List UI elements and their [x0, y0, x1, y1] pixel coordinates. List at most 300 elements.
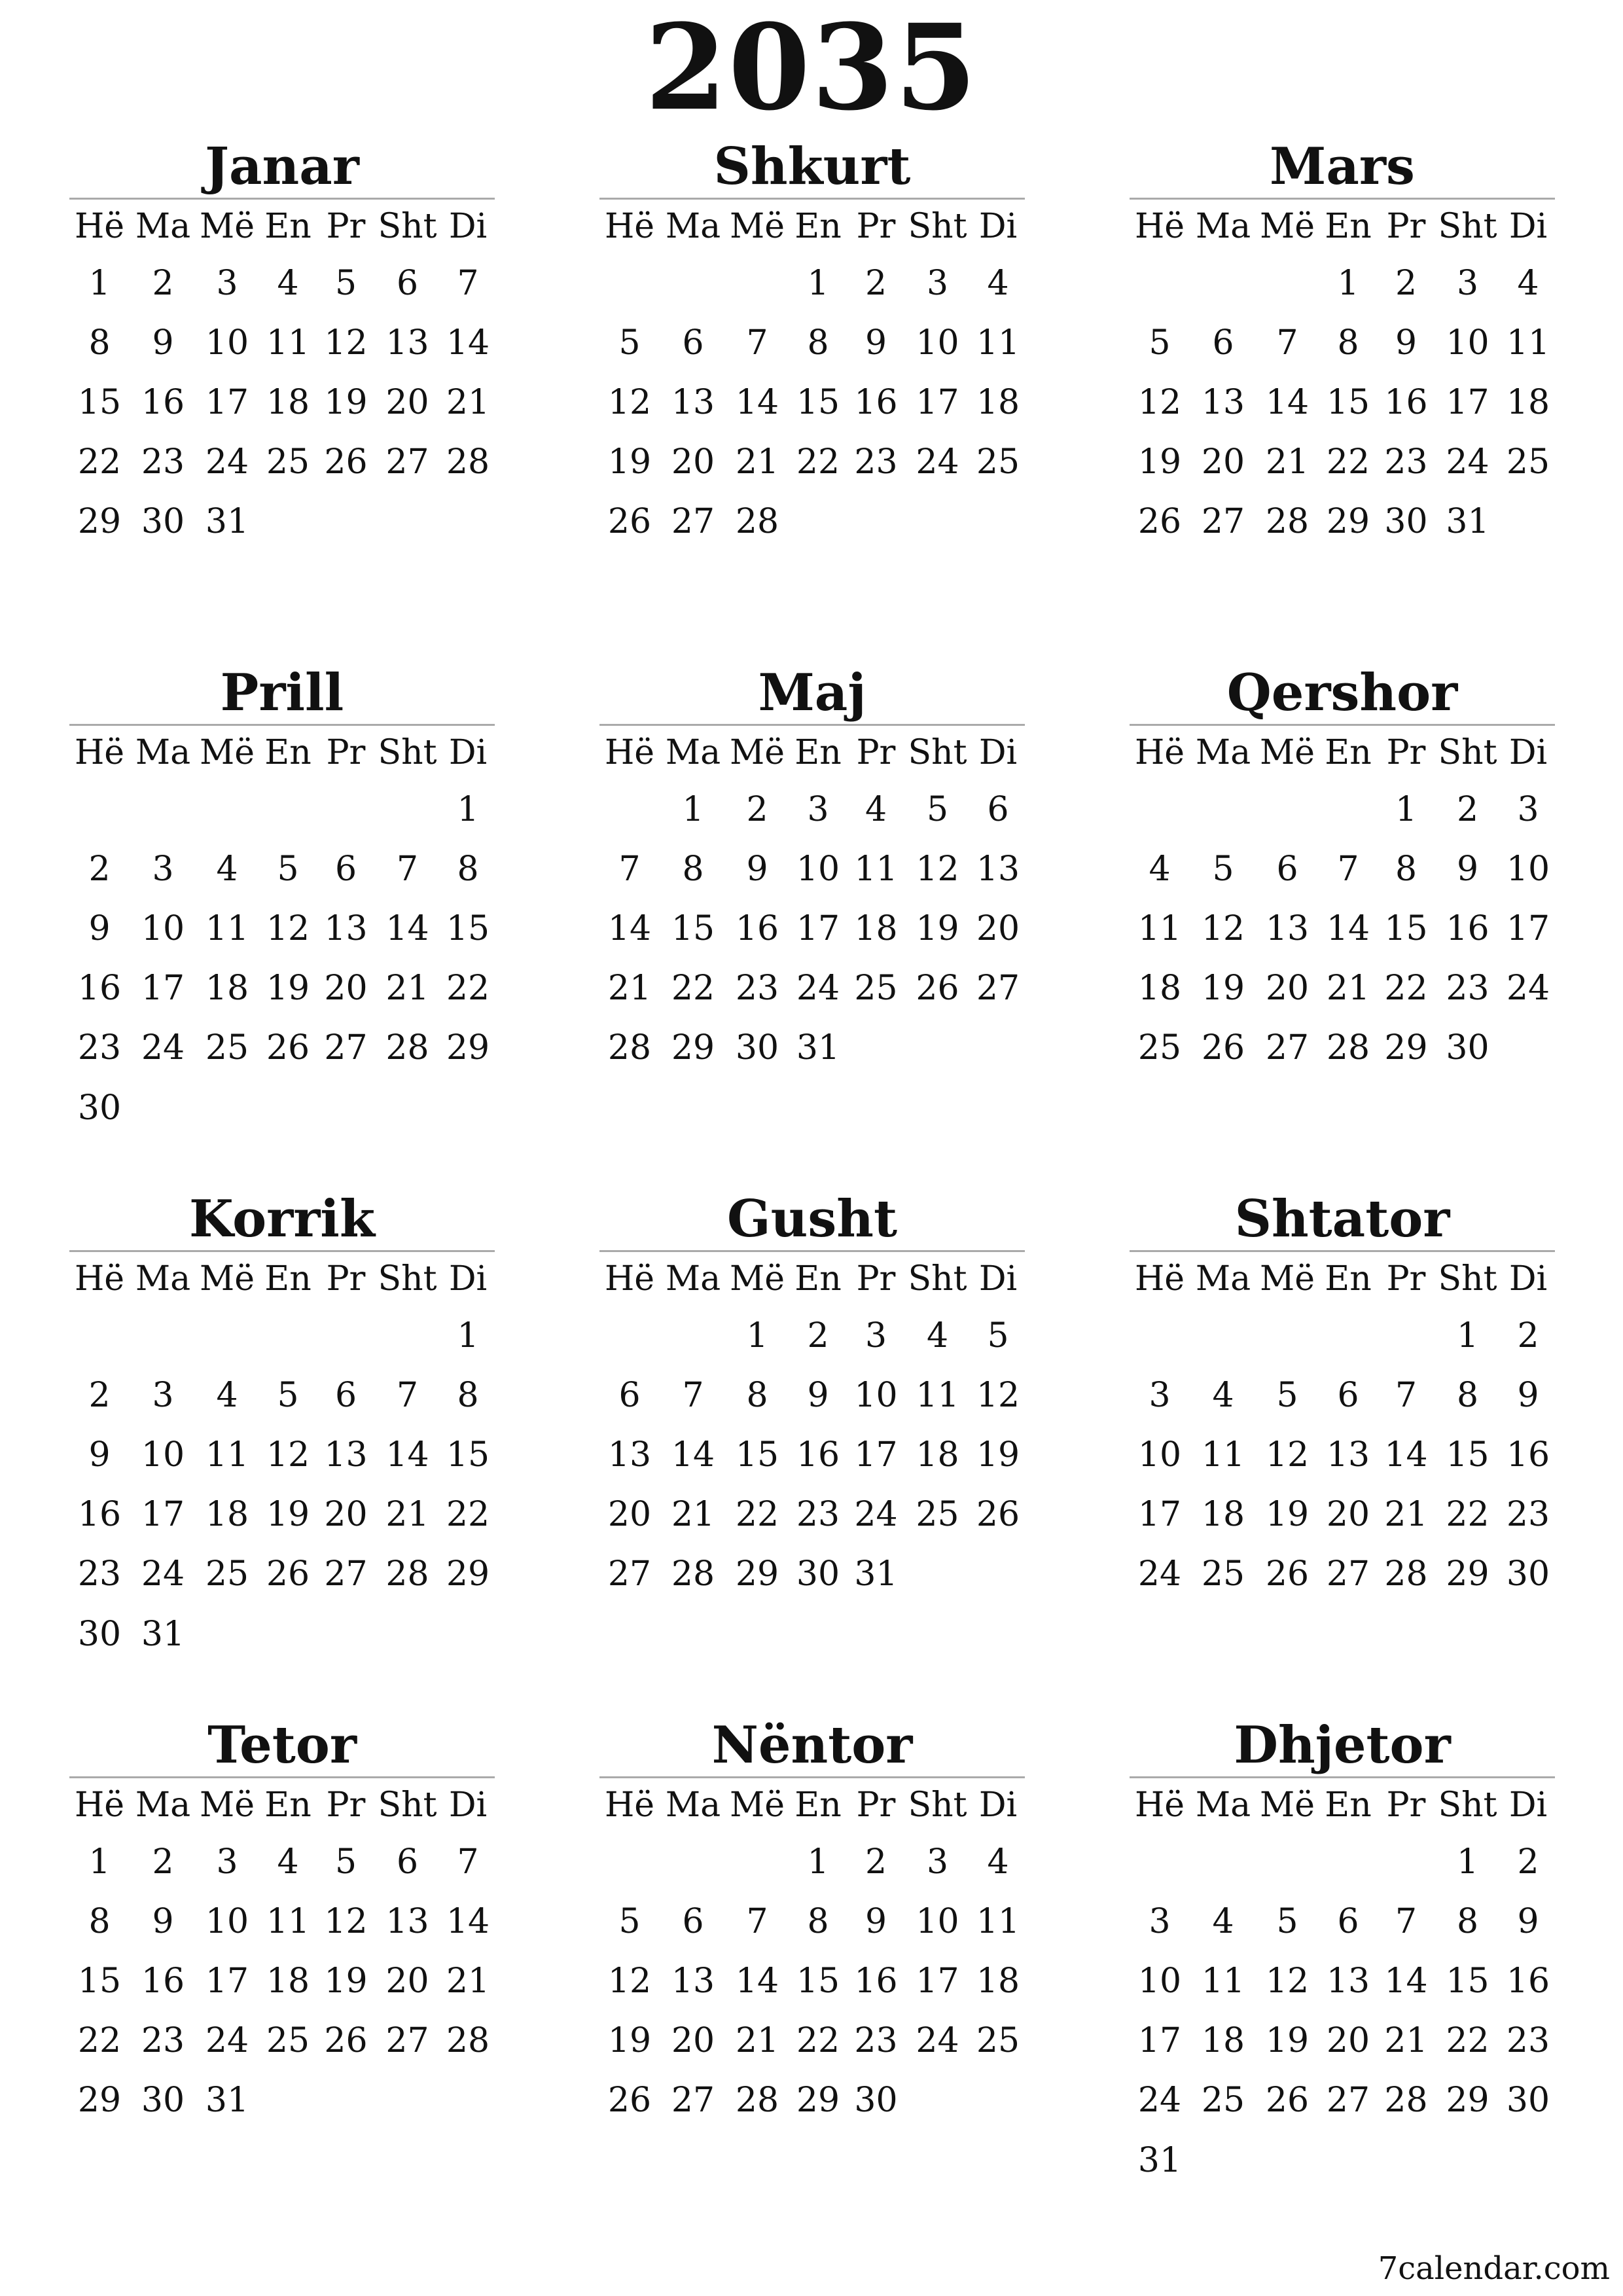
week-row	[69, 899, 495, 958]
weekday-label: Pr	[326, 1259, 366, 1299]
day-cell: 15	[671, 908, 715, 948]
day-cell: 2	[746, 789, 768, 829]
week-row	[1130, 780, 1555, 839]
weekday-label: Hë	[74, 1259, 125, 1299]
day-cell: 29	[735, 1554, 779, 1594]
week-row	[599, 899, 1025, 958]
day-cell: 8	[807, 1901, 829, 1941]
weekday-label: Di	[978, 733, 1018, 772]
day-cell: 14	[385, 908, 429, 948]
day-cell: 21	[735, 2021, 779, 2061]
day-cell: 28	[1265, 502, 1310, 542]
day-cell: 20	[1265, 969, 1310, 1009]
day-cell: 2	[1517, 1316, 1539, 1355]
weekday-header	[69, 726, 495, 780]
weekday-label: En	[264, 1259, 312, 1299]
day-cell: 1	[88, 263, 111, 303]
day-cell: 15	[1326, 382, 1370, 422]
day-cell: 23	[1506, 2021, 1550, 2061]
week-row	[599, 1425, 1025, 1484]
day-cell: 21	[671, 1495, 715, 1535]
week-row	[1130, 899, 1555, 958]
day-cell: 2	[88, 849, 111, 889]
month-block	[599, 1189, 1025, 1604]
day-cell: 20	[1326, 2021, 1370, 2061]
day-cell: 8	[1395, 849, 1418, 889]
day-cell: 31	[205, 2081, 249, 2121]
day-cell: 27	[1201, 502, 1245, 542]
week-row	[69, 1365, 495, 1425]
day-cell: 9	[88, 908, 111, 948]
week-row	[69, 313, 495, 372]
weekday-label: Di	[448, 733, 488, 772]
weekday-label: Hë	[604, 207, 655, 246]
day-cell: 22	[446, 1495, 490, 1535]
week-row	[69, 433, 495, 492]
day-cell: 16	[1384, 382, 1428, 422]
weekday-label: Sht	[378, 1785, 437, 1825]
weekday-label: Më	[1259, 1259, 1315, 1299]
day-cell: 28	[607, 1028, 652, 1068]
day-cell: 9	[1456, 849, 1479, 889]
day-cell: 27	[1326, 1554, 1370, 1594]
day-cell: 17	[916, 382, 959, 422]
day-cell: 29	[796, 2081, 840, 2121]
weekday-label: Hë	[1134, 1259, 1185, 1299]
day-cell: 2	[807, 1316, 829, 1355]
month-block	[599, 136, 1025, 552]
day-cell: 8	[1337, 323, 1359, 363]
day-cell: 22	[446, 969, 490, 1009]
day-cell: 4	[216, 1375, 238, 1415]
weekday-label: Më	[199, 1785, 255, 1825]
day-cell: 31	[1137, 2140, 1182, 2180]
day-cell: 13	[976, 849, 1020, 889]
week-row	[69, 839, 495, 899]
day-cell: 7	[457, 263, 479, 303]
day-cell: 23	[141, 2021, 185, 2061]
day-cell: 30	[796, 1554, 840, 1594]
weekday-label: Pr	[326, 733, 366, 772]
day-cell: 24	[205, 442, 249, 482]
day-cell: 21	[1384, 2021, 1428, 2061]
day-cell: 24	[1506, 969, 1550, 1009]
week-row	[69, 1604, 495, 1664]
day-cell: 14	[607, 908, 652, 948]
week-row	[599, 313, 1025, 372]
day-cell: 16	[77, 969, 122, 1009]
month-block	[1130, 136, 1555, 552]
weekday-label: Di	[978, 207, 1018, 246]
day-cell: 28	[735, 2081, 779, 2121]
day-cell: 18	[916, 1435, 959, 1475]
month-block	[69, 1189, 495, 1664]
month-title: Prill	[220, 663, 344, 723]
week-row	[69, 372, 495, 432]
day-cell: 23	[1384, 442, 1428, 482]
day-cell: 15	[1384, 908, 1428, 948]
day-cell: 25	[976, 442, 1020, 482]
day-cell: 19	[266, 1495, 310, 1535]
weekday-label: En	[264, 733, 312, 772]
weekday-label: Ma	[1195, 1785, 1251, 1825]
day-cell: 28	[1384, 1554, 1428, 1594]
weekday-label: Më	[729, 1785, 785, 1825]
day-cell: 18	[1506, 382, 1550, 422]
weekday-label: Hë	[604, 1259, 655, 1299]
weekday-label: En	[1325, 1785, 1372, 1825]
day-cell: 13	[324, 1435, 368, 1475]
footer-website: 7calendar.com	[1378, 2250, 1610, 2287]
day-cell: 7	[1276, 323, 1298, 363]
day-cell: 30	[141, 502, 185, 542]
weekday-label: En	[1325, 207, 1372, 246]
day-cell: 30	[1506, 1554, 1550, 1594]
weekday-label: Hë	[74, 1785, 125, 1825]
day-cell: 1	[1456, 1316, 1479, 1355]
day-cell: 11	[1201, 1961, 1245, 2001]
day-cell: 1	[88, 1842, 111, 1882]
day-cell: 18	[266, 382, 310, 422]
weekday-label: Ma	[665, 1259, 721, 1299]
week-row	[599, 492, 1025, 552]
day-cell: 11	[1506, 323, 1550, 363]
day-cell: 8	[457, 1375, 479, 1415]
week-row	[1130, 1951, 1555, 2011]
day-cell: 19	[1137, 442, 1182, 482]
week-row	[1130, 1485, 1555, 1545]
day-cell: 2	[152, 1842, 174, 1882]
day-cell: 12	[324, 1901, 368, 1941]
week-row	[1130, 313, 1555, 372]
day-cell: 19	[1265, 1495, 1310, 1535]
day-cell: 6	[396, 1842, 419, 1882]
week-row	[1130, 1832, 1555, 1892]
day-cell: 8	[457, 849, 479, 889]
weekday-label: En	[794, 1785, 842, 1825]
day-cell: 25	[266, 442, 310, 482]
day-cell: 12	[976, 1375, 1020, 1415]
day-cell: 10	[205, 323, 249, 363]
day-cell: 22	[77, 442, 122, 482]
day-cell: 27	[324, 1028, 368, 1068]
day-cell: 14	[446, 323, 490, 363]
day-cell: 3	[1517, 789, 1539, 829]
week-row	[69, 1545, 495, 1604]
day-cell: 1	[1337, 263, 1359, 303]
day-cell: 29	[77, 502, 122, 542]
week-row	[599, 1485, 1025, 1545]
weekday-label: Di	[1508, 1785, 1548, 1825]
day-cell: 1	[1456, 1842, 1479, 1882]
day-cell: 4	[1212, 1375, 1234, 1415]
day-cell: 8	[807, 323, 829, 363]
day-cell: 24	[796, 969, 840, 1009]
day-cell: 10	[141, 1435, 185, 1475]
day-cell: 15	[796, 1961, 840, 2001]
day-cell: 26	[607, 502, 652, 542]
day-cell: 21	[607, 969, 652, 1009]
day-cell: 30	[1446, 1028, 1489, 1068]
day-cell: 3	[152, 1375, 174, 1415]
day-cell: 18	[1201, 2021, 1245, 2061]
week-row	[1130, 372, 1555, 432]
day-cell: 7	[1395, 1375, 1418, 1415]
weekday-label: Pr	[1386, 733, 1426, 772]
weekday-label: Hë	[74, 733, 125, 772]
week-row	[69, 1892, 495, 1951]
day-cell: 25	[205, 1028, 249, 1068]
day-cell: 26	[324, 2021, 368, 2061]
day-cell: 12	[266, 908, 310, 948]
day-cell: 22	[796, 2021, 840, 2061]
day-cell: 24	[1137, 2081, 1182, 2121]
day-cell: 19	[324, 1961, 368, 2001]
week-row	[69, 1425, 495, 1484]
weekday-label: Sht	[378, 733, 437, 772]
day-cell: 11	[1137, 908, 1182, 948]
day-cell: 17	[1506, 908, 1550, 948]
day-cell: 4	[1149, 849, 1171, 889]
weekday-header	[1130, 200, 1555, 253]
day-cell: 23	[77, 1028, 122, 1068]
day-cell: 1	[807, 1842, 829, 1882]
day-cell: 8	[682, 849, 704, 889]
day-cell: 12	[1137, 382, 1182, 422]
day-cell: 28	[385, 1554, 429, 1594]
week-row	[599, 2071, 1025, 2130]
day-cell: 13	[1265, 908, 1310, 948]
weekday-label: Ma	[665, 207, 721, 246]
day-cell: 13	[1201, 382, 1245, 422]
day-cell: 20	[385, 382, 429, 422]
day-cell: 14	[1384, 1961, 1428, 2001]
week-row	[69, 2011, 495, 2071]
day-cell: 29	[1326, 502, 1370, 542]
weekday-label: Hë	[1134, 1785, 1185, 1825]
day-cell: 7	[457, 1842, 479, 1882]
month-block	[599, 662, 1025, 1078]
day-cell: 7	[746, 323, 768, 363]
day-cell: 1	[746, 1316, 768, 1355]
day-cell: 13	[671, 382, 715, 422]
day-cell: 15	[446, 1435, 490, 1475]
day-cell: 9	[152, 1901, 174, 1941]
week-row	[1130, 959, 1555, 1018]
weekday-header	[599, 726, 1025, 780]
day-cell: 10	[1506, 849, 1550, 889]
day-cell: 17	[205, 1961, 249, 2001]
weekday-label: Pr	[1386, 207, 1426, 246]
week-row	[1130, 1306, 1555, 1365]
day-cell: 30	[1384, 502, 1428, 542]
day-cell: 22	[796, 442, 840, 482]
week-row	[599, 1306, 1025, 1365]
weekday-label: Ma	[1195, 1259, 1251, 1299]
day-cell: 16	[1506, 1435, 1550, 1475]
day-cell: 22	[1446, 1495, 1489, 1535]
day-cell: 9	[88, 1435, 111, 1475]
day-cell: 17	[141, 1495, 185, 1535]
day-cell: 25	[854, 969, 898, 1009]
day-cell: 4	[277, 1842, 299, 1882]
day-cell: 25	[916, 1495, 959, 1535]
day-cell: 1	[457, 789, 479, 829]
day-cell: 30	[77, 1614, 122, 1654]
day-cell: 6	[396, 263, 419, 303]
day-cell: 27	[385, 2021, 429, 2061]
month-title: Shtator	[1234, 1189, 1450, 1249]
day-cell: 24	[1446, 442, 1489, 482]
weekday-label: Pr	[856, 1785, 896, 1825]
day-cell: 29	[446, 1028, 490, 1068]
day-cell: 20	[976, 908, 1020, 948]
week-row	[69, 1485, 495, 1545]
day-cell: 24	[205, 2021, 249, 2061]
day-cell: 12	[1201, 908, 1245, 948]
day-cell: 5	[1212, 849, 1234, 889]
weekday-label: En	[264, 207, 312, 246]
day-cell: 14	[735, 382, 779, 422]
day-cell: 7	[396, 1375, 419, 1415]
day-cell: 11	[916, 1375, 959, 1415]
day-cell: 8	[1456, 1375, 1479, 1415]
day-cell: 15	[446, 908, 490, 948]
day-cell: 6	[682, 1901, 704, 1941]
month-title: Gusht	[727, 1189, 897, 1249]
day-cell: 19	[916, 908, 959, 948]
day-cell: 5	[334, 1842, 357, 1882]
day-cell: 29	[446, 1554, 490, 1594]
day-cell: 12	[1265, 1435, 1310, 1475]
day-cell: 8	[88, 1901, 111, 1941]
day-cell: 5	[618, 1901, 641, 1941]
weekday-label: Më	[1259, 733, 1315, 772]
day-cell: 11	[205, 908, 249, 948]
day-cell: 4	[926, 1316, 949, 1355]
weekday-label: Di	[448, 1259, 488, 1299]
day-cell: 11	[205, 1435, 249, 1475]
week-row	[69, 959, 495, 1018]
day-cell: 9	[1517, 1901, 1539, 1941]
day-cell: 30	[1506, 2081, 1550, 2121]
week-row	[69, 1832, 495, 1892]
day-cell: 16	[141, 1961, 185, 2001]
day-cell: 3	[216, 1842, 238, 1882]
day-cell: 4	[987, 263, 1009, 303]
day-cell: 27	[324, 1554, 368, 1594]
day-cell: 14	[385, 1435, 429, 1475]
day-cell: 2	[865, 1842, 887, 1882]
day-cell: 9	[152, 323, 174, 363]
day-cell: 10	[916, 323, 959, 363]
day-cell: 22	[671, 969, 715, 1009]
day-cell: 3	[865, 1316, 887, 1355]
day-cell: 31	[1446, 502, 1489, 542]
weekday-label: Ma	[1195, 733, 1251, 772]
day-cell: 26	[1137, 502, 1182, 542]
weekday-label: Di	[1508, 1259, 1548, 1299]
day-cell: 15	[735, 1435, 779, 1475]
day-cell: 24	[141, 1028, 185, 1068]
day-cell: 18	[976, 1961, 1020, 2001]
day-cell: 3	[1149, 1375, 1171, 1415]
weekday-label: Pr	[1386, 1785, 1426, 1825]
day-cell: 9	[807, 1375, 829, 1415]
day-cell: 21	[446, 382, 490, 422]
day-cell: 2	[1395, 263, 1418, 303]
month-title: Mars	[1270, 137, 1415, 196]
weekday-label: En	[1325, 733, 1372, 772]
weekday-label: En	[794, 207, 842, 246]
month-title: Shkurt	[713, 137, 911, 196]
day-cell: 21	[385, 1495, 429, 1535]
week-row	[1130, 2130, 1555, 2190]
weekday-label: Më	[199, 207, 255, 246]
day-cell: 3	[926, 263, 949, 303]
day-cell: 5	[277, 1375, 299, 1415]
week-row	[1130, 839, 1555, 899]
day-cell: 19	[266, 969, 310, 1009]
day-cell: 18	[205, 1495, 249, 1535]
week-row	[599, 780, 1025, 839]
month-title: Tetor	[207, 1715, 357, 1775]
day-cell: 2	[1517, 1842, 1539, 1882]
day-cell: 17	[205, 382, 249, 422]
weekday-label: Pr	[856, 207, 896, 246]
day-cell: 4	[1212, 1901, 1234, 1941]
weekday-label: En	[794, 733, 842, 772]
month-block	[69, 662, 495, 1138]
day-cell: 16	[735, 908, 779, 948]
day-cell: 11	[976, 323, 1020, 363]
weekday-label: Më	[199, 733, 255, 772]
weekday-label: Më	[729, 733, 785, 772]
day-cell: 16	[77, 1495, 122, 1535]
weekday-header	[599, 200, 1025, 253]
day-cell: 12	[916, 849, 959, 889]
day-cell: 29	[1446, 2081, 1489, 2121]
day-cell: 25	[205, 1554, 249, 1594]
day-cell: 21	[446, 1961, 490, 2001]
weekday-label: Hë	[74, 207, 125, 246]
day-cell: 15	[77, 1961, 122, 2001]
day-cell: 6	[987, 789, 1009, 829]
weekday-label: Sht	[1438, 207, 1497, 246]
day-cell: 26	[916, 969, 959, 1009]
weekday-label: Hë	[604, 733, 655, 772]
day-cell: 18	[266, 1961, 310, 2001]
day-cell: 17	[141, 969, 185, 1009]
day-cell: 14	[1326, 908, 1370, 948]
month-title: Korrik	[189, 1189, 375, 1249]
year-title: 2035	[645, 0, 978, 137]
weekday-label: Ma	[135, 1785, 191, 1825]
day-cell: 12	[1265, 1961, 1310, 2001]
day-cell: 5	[1276, 1901, 1298, 1941]
day-cell: 20	[671, 2021, 715, 2061]
day-cell: 14	[671, 1435, 715, 1475]
day-cell: 7	[396, 849, 419, 889]
day-cell: 6	[1212, 323, 1234, 363]
day-cell: 21	[1265, 442, 1310, 482]
day-cell: 19	[607, 2021, 652, 2061]
day-cell: 11	[976, 1901, 1020, 1941]
day-cell: 23	[854, 2021, 898, 2061]
weekday-label: Më	[729, 207, 785, 246]
month-title: Maj	[758, 663, 866, 723]
day-cell: 5	[618, 323, 641, 363]
